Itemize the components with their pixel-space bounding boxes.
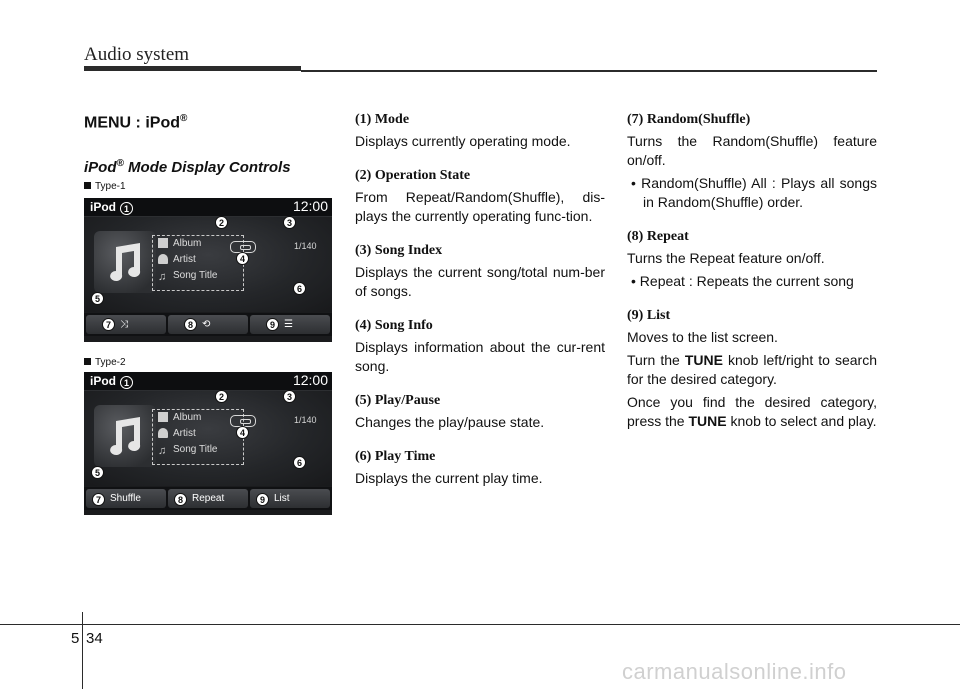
person-icon xyxy=(158,428,168,438)
song-index: 1/140 xyxy=(294,415,317,425)
music-note-icon xyxy=(106,415,144,457)
player-area xyxy=(84,391,332,486)
callout-4: 4 xyxy=(236,252,249,265)
shuffle-icon: ⤨ xyxy=(120,319,128,330)
section-title: MENU : iPod® xyxy=(84,113,188,132)
item-desc: Turns the Random(Shuffle) feature on/off. xyxy=(627,133,877,168)
person-icon xyxy=(158,254,168,264)
clock: 12:00 xyxy=(292,198,328,214)
middle-column xyxy=(355,112,605,488)
album-art xyxy=(94,231,156,293)
callout-4: 4 xyxy=(236,426,249,439)
item-title: (1) Mode xyxy=(355,112,410,127)
type1-label: Type-1 xyxy=(84,181,126,192)
item-desc: Displays currently operating mode. xyxy=(355,133,571,149)
artist-row: Artist xyxy=(158,254,196,268)
callout-9: 9 xyxy=(256,493,269,506)
item-desc: From Repeat/Random(Shuffle), dis-plays the currently operating func-tion. xyxy=(355,189,605,224)
song-title-row: ♫ Song Title xyxy=(158,444,218,457)
callout-5: 5 xyxy=(91,292,104,305)
repeat-label: Repeat xyxy=(192,493,225,504)
square-bullet-icon xyxy=(84,182,91,189)
callout-1: 1 xyxy=(120,376,133,389)
header-rule-thick xyxy=(84,66,301,71)
callout-6: 6 xyxy=(293,456,306,469)
item-desc: Moves to the list screen. xyxy=(627,329,778,345)
ipod-screen-type2 xyxy=(84,372,332,515)
list-label: List xyxy=(274,493,290,504)
item-desc: Displays the current play time. xyxy=(355,470,543,486)
callout-8: 8 xyxy=(184,318,197,331)
repeat-icon: ⟲ xyxy=(202,319,211,330)
header-rule xyxy=(301,70,877,72)
clock: 12:00 xyxy=(292,372,328,388)
callout-9: 9 xyxy=(266,318,279,331)
callout-1: 1 xyxy=(120,202,133,215)
artist-row: Artist xyxy=(158,428,196,442)
callout-2: 2 xyxy=(215,390,228,403)
type2-label: Type-2 xyxy=(84,357,126,368)
callout-8: 8 xyxy=(174,493,187,506)
ipod-screen-type1 xyxy=(84,198,332,342)
shuffle-button[interactable] xyxy=(86,315,166,334)
callout-3: 3 xyxy=(283,216,296,229)
item-desc: Displays information about the cur-rent song. xyxy=(355,339,605,374)
chapter-number: 5 xyxy=(71,630,80,647)
footer-rule xyxy=(0,624,960,625)
album-row: Album xyxy=(158,412,201,426)
item-desc: Changes the play/pause state. xyxy=(355,414,545,430)
album-art xyxy=(94,405,156,467)
note-icon: ♫ xyxy=(158,271,167,283)
item-desc: Displays the current song/total num-ber of songs. xyxy=(355,264,605,299)
bullet-item: • Random(Shuffle) All : Plays all songs in Random(Shuffle) order. xyxy=(631,175,877,210)
footer-divider xyxy=(82,612,83,689)
item-title: (9) List xyxy=(627,308,671,323)
mode-label: iPod xyxy=(90,200,116,214)
song-index: 1/140 xyxy=(294,241,317,251)
button-bar xyxy=(84,487,332,510)
square-bullet-icon xyxy=(84,358,91,365)
callout-7: 7 xyxy=(102,318,115,331)
repeat-button[interactable] xyxy=(168,315,248,334)
header-title: Audio system xyxy=(84,44,190,65)
page-number: 34 xyxy=(86,630,103,647)
button-bar xyxy=(84,313,332,336)
watermark: carmanualsonline.info xyxy=(622,659,847,684)
callout-3: 3 xyxy=(283,390,296,403)
item-title: (8) Repeat xyxy=(627,229,689,244)
item-desc-tune: Once you find the desired category, press the TUNE knob to select and play. xyxy=(627,394,877,429)
item-title: (4) Song Info xyxy=(355,318,433,333)
callout-5: 5 xyxy=(91,466,104,479)
note-icon: ♫ xyxy=(158,445,167,457)
right-column xyxy=(627,112,877,431)
item-desc-tune: Turn the TUNE knob left/right to search for the desired category. xyxy=(627,352,877,387)
item-title: (2) Operation State xyxy=(355,168,471,183)
subsection-title: iPod® Mode Display Controls xyxy=(84,158,291,176)
music-note-icon xyxy=(106,241,144,283)
item-desc: Turns the Repeat feature on/off. xyxy=(627,250,825,266)
item-title: (5) Play/Pause xyxy=(355,393,441,408)
callout-6: 6 xyxy=(293,282,306,295)
album-row: Album xyxy=(158,238,201,252)
mode-label: iPod xyxy=(90,374,116,388)
player-area xyxy=(84,217,332,312)
callout-7: 7 xyxy=(92,493,105,506)
album-icon xyxy=(158,238,168,248)
bullet-item: • Repeat : Repeats the current song xyxy=(631,273,854,289)
album-icon xyxy=(158,412,168,422)
callout-2: 2 xyxy=(215,216,228,229)
list-icon: ☰ xyxy=(284,319,293,330)
song-title-row: ♫ Song Title xyxy=(158,270,218,283)
list-button[interactable] xyxy=(250,315,330,334)
shuffle-label: Shuffle xyxy=(110,493,141,504)
item-title: (6) Play Time xyxy=(355,449,436,464)
item-title: (7) Random(Shuffle) xyxy=(627,112,751,127)
item-title: (3) Song Index xyxy=(355,243,443,258)
